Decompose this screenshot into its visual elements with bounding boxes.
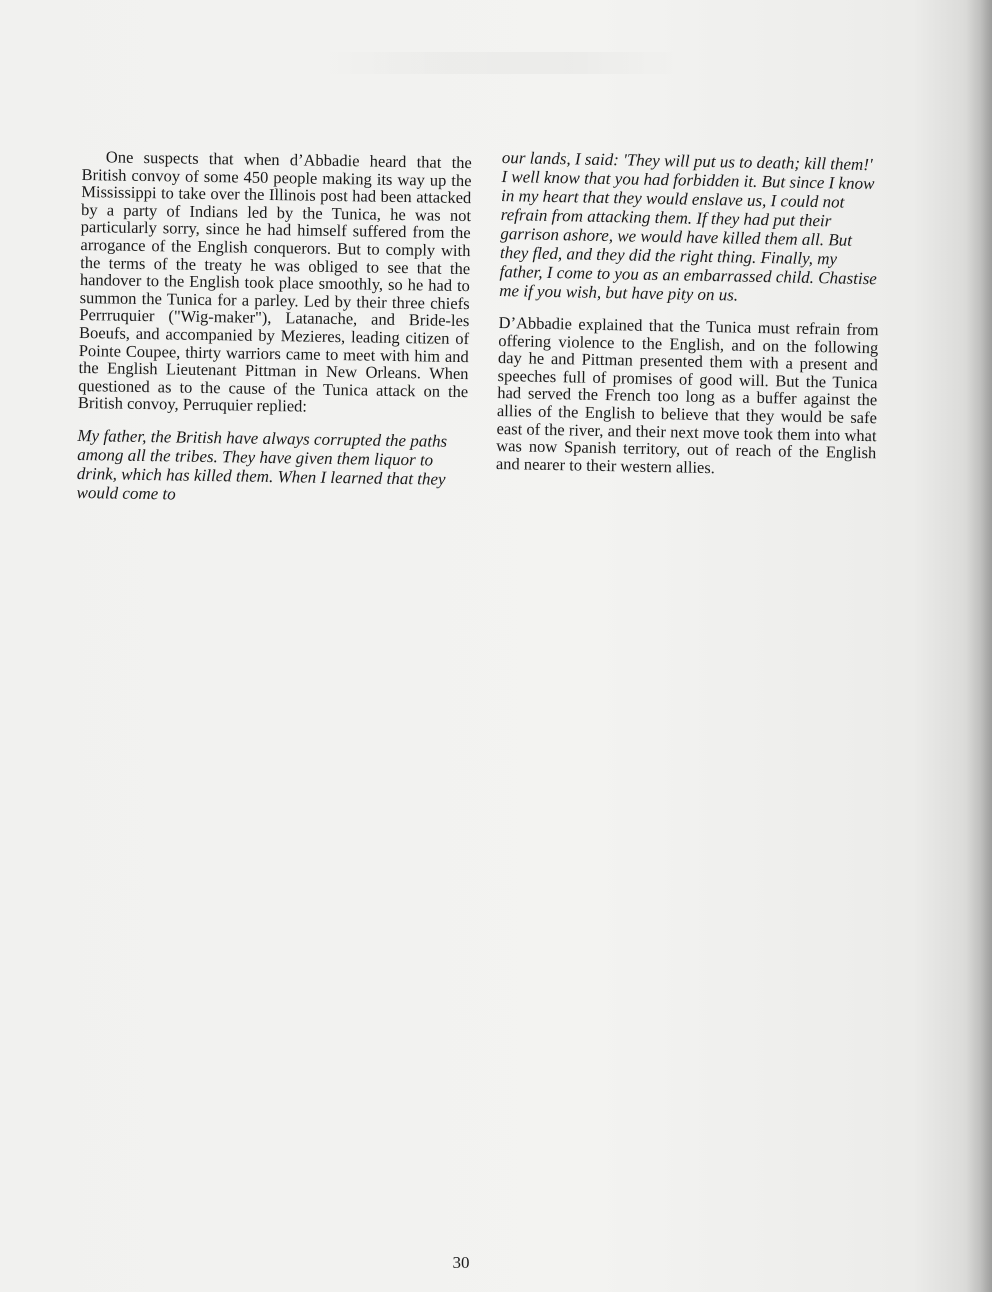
page-number: 30 xyxy=(452,1253,470,1272)
closing-paragraph: D’Abbadie explained that the Tunica must refrain from offering violence to the English, and on the following day he and Pittman presented them with a present and speeches full of promises of good will. But the Tunica had served the French too long as a buffer against the allies of the English to believe that they would be safe east of the river, and their next move took them into what was now Spanish territory, out of reach of the English and nearer to their western allies. xyxy=(495,312,879,477)
intro-paragraph: One suspects that when d’Abbadie heard that the British convoy of some 450 people making its way up the Mississippi to take over the Illinois post had been attacked by a party of Indians led by the Tunica, he was not particularly sorry, since he had himself suffered from the arrogance of the English conquerors. But to comply with the terms of the treaty he was obliged to see that the handover to the English took place smoothly, so he had to summon the Tunica for a parley. Led by their three chiefs Perrruquier ("Wig-maker"), Latanache, and Bride-les Boeufs, and accompanied by Mezieres, leading citizen of Pointe Coupee, thirty warriors came to meet with him and the English Lieutenant Pittman in New Orleans. When questioned as to the cause of the Tunica attack on the British convoy, Perruquier replied: xyxy=(77,147,472,416)
perruquier-quote-start: My father, the British have always corrupted the paths among all the tribes. They have given them liquor to drink, which has killed them. When I learned that they would come to xyxy=(76,425,448,504)
perruquier-quote-continuation: our lands, I said: 'They will put us to death; kill them!' I well know that you had forbidden it. But since I know in my heart that they would enslave us, I could not refrain from attacking them. If they had put their garrison ashore, we would have killed them all. But they fled, and they did the right thing. Finally, my father, I come to you as an embarrassed child. Chastise me if you wish, but have pity on us. xyxy=(499,148,878,305)
page-edge-shadow xyxy=(966,0,992,1292)
bleed-through-header xyxy=(320,52,680,74)
right-text-column xyxy=(496,148,882,494)
left-text-column xyxy=(76,148,472,522)
